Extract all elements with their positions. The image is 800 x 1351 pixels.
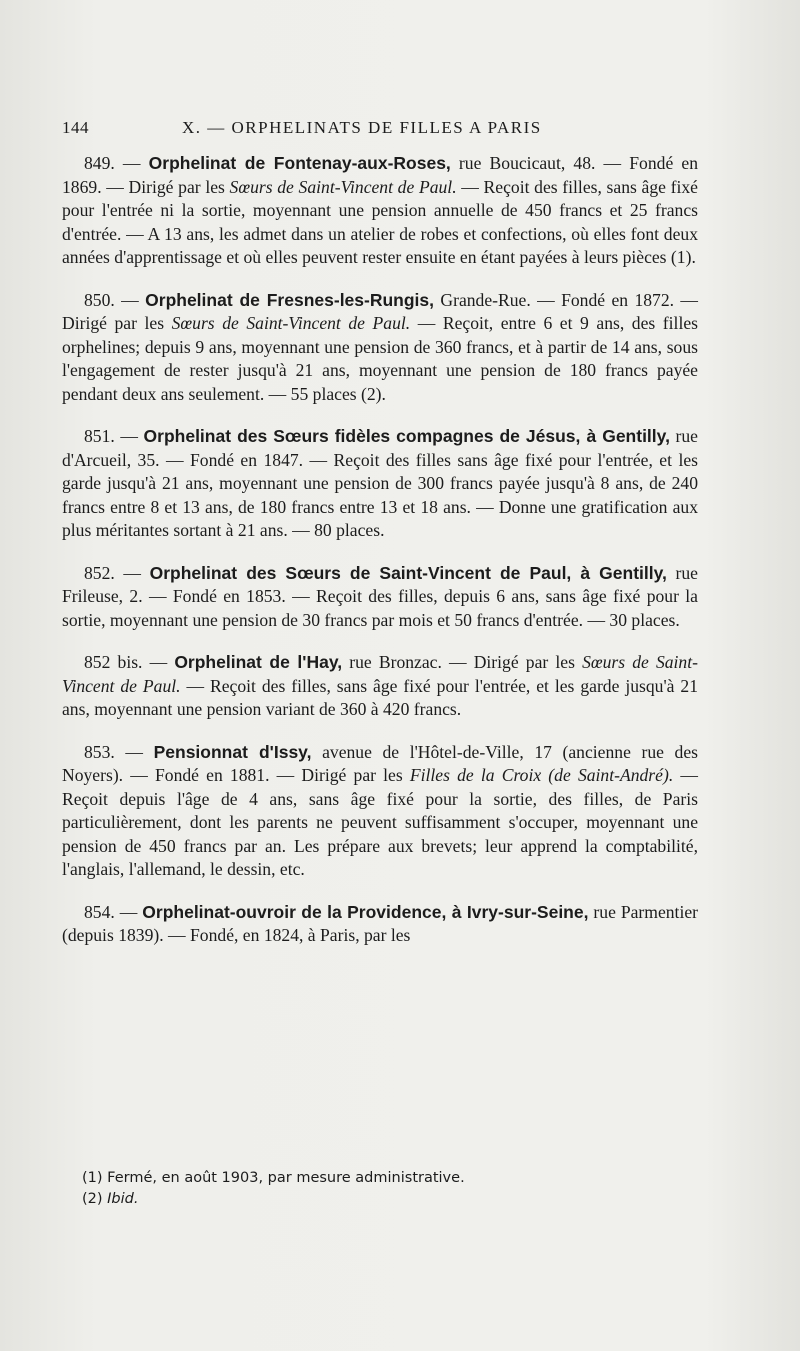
footnotes [82, 1168, 682, 1210]
footnote-1 [82, 1168, 682, 1189]
entry-name: Orphelinat des Sœurs fidèles compagnes de Jésus, à Gentilly, [143, 426, 670, 446]
entry-director: Filles de la Croix (de Saint-André). [409, 765, 674, 785]
entry-name: Orphelinat de Fresnes-les-Rungis, [145, 289, 435, 310]
entry-name: Orphelinat de l'Hay, [174, 652, 343, 672]
page-body [62, 152, 698, 967]
footnote-mark: (1) [82, 1170, 103, 1186]
entry-850: 850. — Orphelinat de Fresnes-les-Rungis, Grande-Rue. — Fondé en 1872. — Dirigé par les Sœurs de Saint-Vincent de Paul. — Reçoit, entre 6 et 9 ans, des filles orphelines; depuis 9 ans, moyennant une pension de 360 francs, et à partir de 14 ans, sous l'engagement de rester jusqu'à 21 ans, moyennant une pension de 180 francs payée pendant deux ans seulement. — 55 places (2). [62, 289, 698, 404]
footnote-mark: (2) [82, 1191, 103, 1207]
footnote-2 [82, 1189, 682, 1210]
entry-number: 853. [84, 741, 115, 762]
entry-text: rue Bronzac. — Dirigé par les [342, 652, 583, 672]
page-header [62, 118, 702, 142]
footnote-text: Ibid. [107, 1191, 139, 1207]
entry-director: Sœurs de Saint-Vincent de Paul. [62, 652, 698, 696]
entry-851: 851. — Orphelinat des Sœurs fidèles compagnes de Jésus, à Gentilly, rue d'Arcueil, 35. — Fondé en 1847. — Reçoit des filles sans âge fixé pour l'entrée, et les garde jusqu'à 21 ans, moyennant une pension de 300 francs payée jusqu'à 8 ans, de 240 francs entre 8 et 13 ans, de 180 francs entre 13 et 18 ans. — Donne une gratification aux plus méritantes sortant à 21 ans. — 80 places. [62, 426, 698, 540]
entry-text: Grande-Rue. — Fondé en 1872. — Dirigé par les [62, 289, 698, 333]
entry-number: 852 bis. [84, 652, 143, 672]
entry-849: 849. — Orphelinat de Fontenay-aux-Roses, rue Boucicaut, 48. — Fondé en 1869. — Dirigé par les Sœurs de Saint-Vincent de Paul. — Reçoit des filles, sans âge fixé pour l'entrée ni la sortie, moyennant une pension annuelle de 450 francs et 25 francs d'entrée. — A 13 ans, les admet dans un atelier de robes et confections, où elles font deux années d'apprentissage et où elles peuvent rester ensuite en étant payées à leurs pièces (1). [62, 153, 698, 267]
entry-text: rue d'Arcueil, 35. — Fondé en 1847. — Reçoit des filles sans âge fixé pour l'entrée, et les garde jusqu'à 21 ans, moyennant une pension de 300 francs payée jusqu'à 8 ans, de 240 francs entre 8 et 13 ans, de 180 francs entre 13 et 18 ans. — Donne une gratification aux plus méritantes sortant à 21 ans. — 80 places. [62, 426, 698, 540]
entry-852: 852. — Orphelinat des Sœurs de Saint-Vincent de Paul, à Gentilly, rue Frileuse, 2. — Fondé en 1853. — Reçoit des filles, depuis 6 ans, sans âge fixé pour la sortie, moyennant une pension de 30 francs par mois et 50 francs d'entrée. — 30 places. [62, 562, 698, 630]
entry-text-cont: — Reçoit des filles, sans âge fixé pour l'entrée ni la sortie, moyennant une pension annuelle de 450 francs et 25 francs d'entrée. — A 13 ans, les admet dans un atelier de robes et confections, où elles font deux années d'apprentissage et où elles peuvent rester ensuite en étant payées à leurs pièces (1). [62, 176, 698, 267]
entry-number: 849. [84, 153, 115, 173]
entry-name: Orphelinat des Sœurs de Saint-Vincent de Paul, à Gentilly, [149, 562, 667, 583]
entry-number: 852. [84, 562, 115, 583]
entry-name: Orphelinat de Fontenay-aux-Roses, [148, 153, 451, 173]
entry-852-bis: 852 bis. — Orphelinat de l'Hay, rue Bronzac. — Dirigé par les Sœurs de Saint-Vincent de Paul. — Reçoit des filles, sans âge fixé pour l'entrée, et les garde jusqu'à 21 ans, moyennant une pension variant de 360 à 420 francs. [62, 652, 698, 719]
footnote-text: Fermé, en août 1903, par mesure administrative. [107, 1170, 465, 1186]
entry-name: Orphelinat-ouvroir de la Providence, à Ivry-sur-Seine, [142, 901, 589, 922]
running-head: X. — ORPHELINATS DE FILLES A PARIS [182, 118, 542, 137]
entry-text: rue Boucicaut, 48. — Fondé en 1869. — Dirigé par les [62, 153, 698, 197]
entry-text: avenue de l'Hôtel-de-Ville, 17 (ancienne rue des Noyers). — Fondé en 1881. — Dirigé par les [62, 741, 699, 785]
entry-text-cont: — Reçoit depuis l'âge de 4 ans, sans âge fixé pour la sortie, des filles, de Paris particulièrement, dont les parents ne peuvent suffisamment s'occuper, moyennant une pension de 450 francs par an. Les prépare aux brevets; leur apprend la comptabilité, l'anglais, l'allemand, le dessin, etc. [62, 765, 698, 879]
entry-text-cont: — Reçoit, entre 6 et 9 ans, des filles orphelines; depuis 9 ans, moyennant une pension de 360 francs, et à partir de 14 ans, sous l'engagement de rester jusqu'à 21 ans, moyennant une pension de 180 francs payée pendant deux ans seulement. — 55 places (2). [62, 313, 698, 404]
entry-number: 851. [84, 426, 115, 446]
entry-text: rue Frileuse, 2. — Fondé en 1853. — Reçoit des filles, depuis 6 ans, sans âge fixé pour la sortie, moyennant une pension de 30 francs par mois et 50 francs d'entrée. — 30 places. [62, 562, 698, 630]
entry-director: Sœurs de Saint-Vincent de Paul. [171, 313, 411, 333]
entry-854: 854. — Orphelinat-ouvroir de la Providence, à Ivry-sur-Seine, rue Parmentier (depuis 1839). — Fondé, en 1824, à Paris, par les [62, 901, 699, 945]
entry-text: rue Parmentier (depuis 1839). — Fondé, en 1824, à Paris, par les [62, 901, 699, 945]
entry-name: Pensionnat d'Issy, [153, 741, 312, 762]
entry-number: 850. [84, 289, 115, 310]
entry-director: Sœurs de Saint-Vincent de Paul. [229, 176, 457, 197]
entry-text-cont: — Reçoit des filles, sans âge fixé pour l'entrée, et les garde jusqu'à 21 ans, moyennant une pension variant de 360 à 420 francs. [62, 675, 698, 719]
page-number: 144 [62, 118, 89, 137]
entry-number: 854. [84, 901, 115, 922]
entry-853: 853. — Pensionnat d'Issy, avenue de l'Hôtel-de-Ville, 17 (ancienne rue des Noyers). — Fondé en 1881. — Dirigé par les Filles de la Croix (de Saint-André). — Reçoit depuis l'âge de 4 ans, sans âge fixé pour la sortie, des filles, de Paris particulièrement, dont les parents ne peuvent suffisamment s'occuper, moyennant une pension de 450 francs par an. Les prépare aux brevets; leur apprend la comptabilité, l'anglais, l'allemand, le dessin, etc. [62, 741, 699, 879]
